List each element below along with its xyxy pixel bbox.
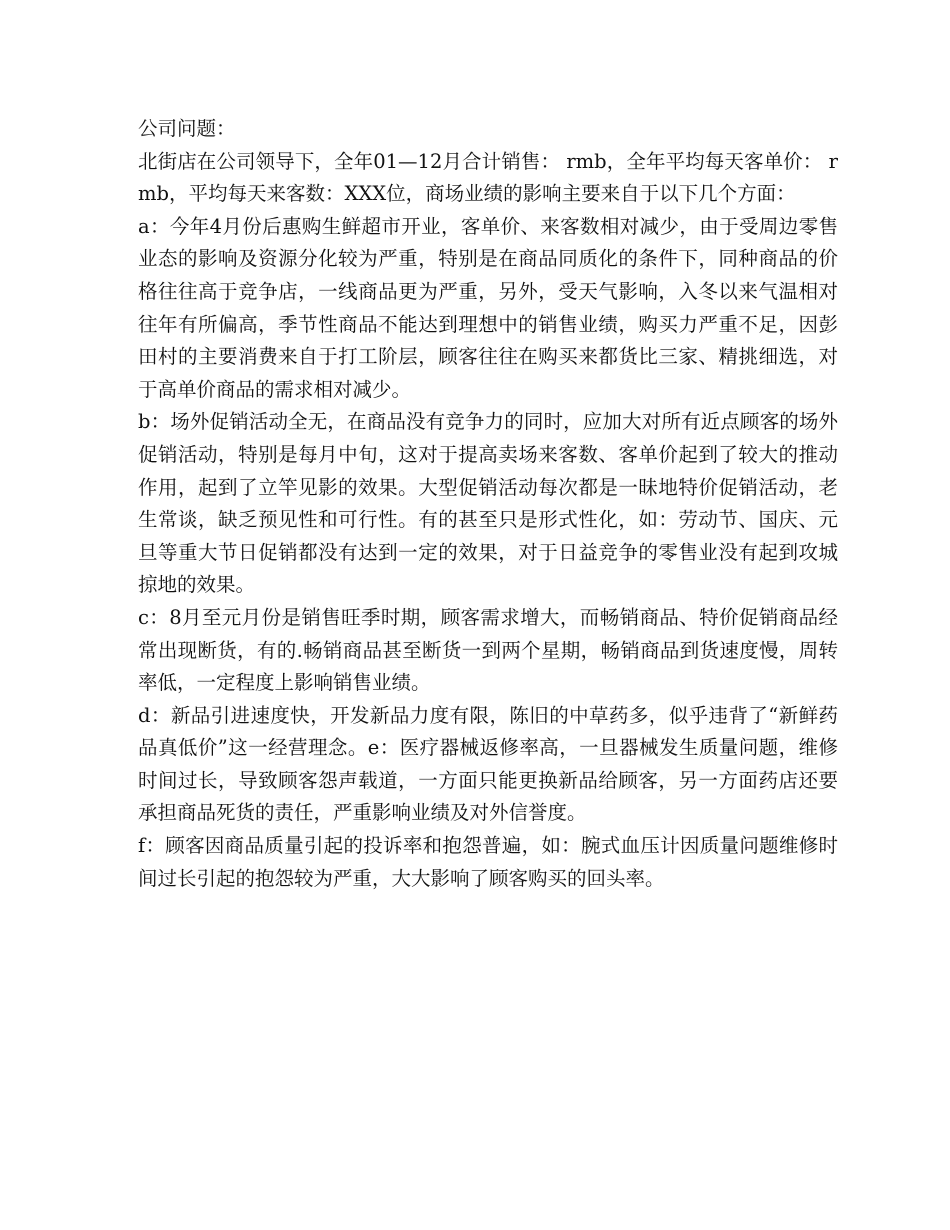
- document-body: [138, 113, 838, 895]
- paragraph-f: f：顾客因商品质量引起的投诉率和抱怨普遍，如：腕式血压计因质量问题维修时间过长引起的抱怨较为严重，大大影响了顾客购买的回头率。: [138, 834, 838, 890]
- document-heading: 公司问题：: [138, 117, 236, 140]
- paragraph-b: b：场外促销活动全无，在商品没有竞争力的同时，应加大对所有近点顾客的场外促销活动，特别是每月中旬，这对于提高卖场来客数、客单价起到了较大的推动作用，起到了立竿见影的效果。大型促销活动每次都是一昧地特价促销活动，老生常谈，缺乏预见性和可行性。有的甚至只是形式性化，如：劳动节、国庆、元旦等重大节日促销都没有达到一定的效果，对于日益竞争的零售业没有起到攻城掠地的效果。: [138, 410, 838, 597]
- paragraph-a: a：今年4月份后惠购生鲜超市开业，客单价、来客数相对减少，由于受周边零售业态的影响及资源分化较为严重，特别是在商品同质化的条件下，同种商品的价格往往高于竞争店，一线商品更为严重，另外，受天气影响，入冬以来气温相对往年有所偏高，季节性商品不能达到理想中的销售业绩，购买力严重不足，因彭田村的主要消费来自于打工阶层，顾客往往在购买来都货比三家、精挑细选，对于高单价商品的需求相对减少。: [138, 214, 838, 401]
- paragraph-d-e: d：新品引进速度快，开发新品力度有限，陈旧的中草药多，似乎违背了“新鲜药品真低价”这一经营理念。e：医疗器械返修率高，一旦器械发生质量问题，维修时间过长，导致顾客怨声载道，一方面只能更换新品给顾客，另一方面药店还要承担商品死货的责任，严重影响业绩及对外信誉度。: [138, 703, 838, 825]
- paragraph-intro: 北街店在公司领导下，全年01—12月合计销售： rmb，全年平均每天客单价： rmb，平均每天来客数：XXX位，商场业绩的影响主要来自于以下几个方面：: [138, 149, 838, 206]
- paragraph-c: c：8月至元月份是销售旺季时期，顾客需求增大，而畅销商品、特价促销商品经常出现断货，有的.畅销商品甚至断货一到两个星期，畅销商品到货速度慢，周转率低，一定程度上影响销售业绩。: [138, 605, 838, 695]
